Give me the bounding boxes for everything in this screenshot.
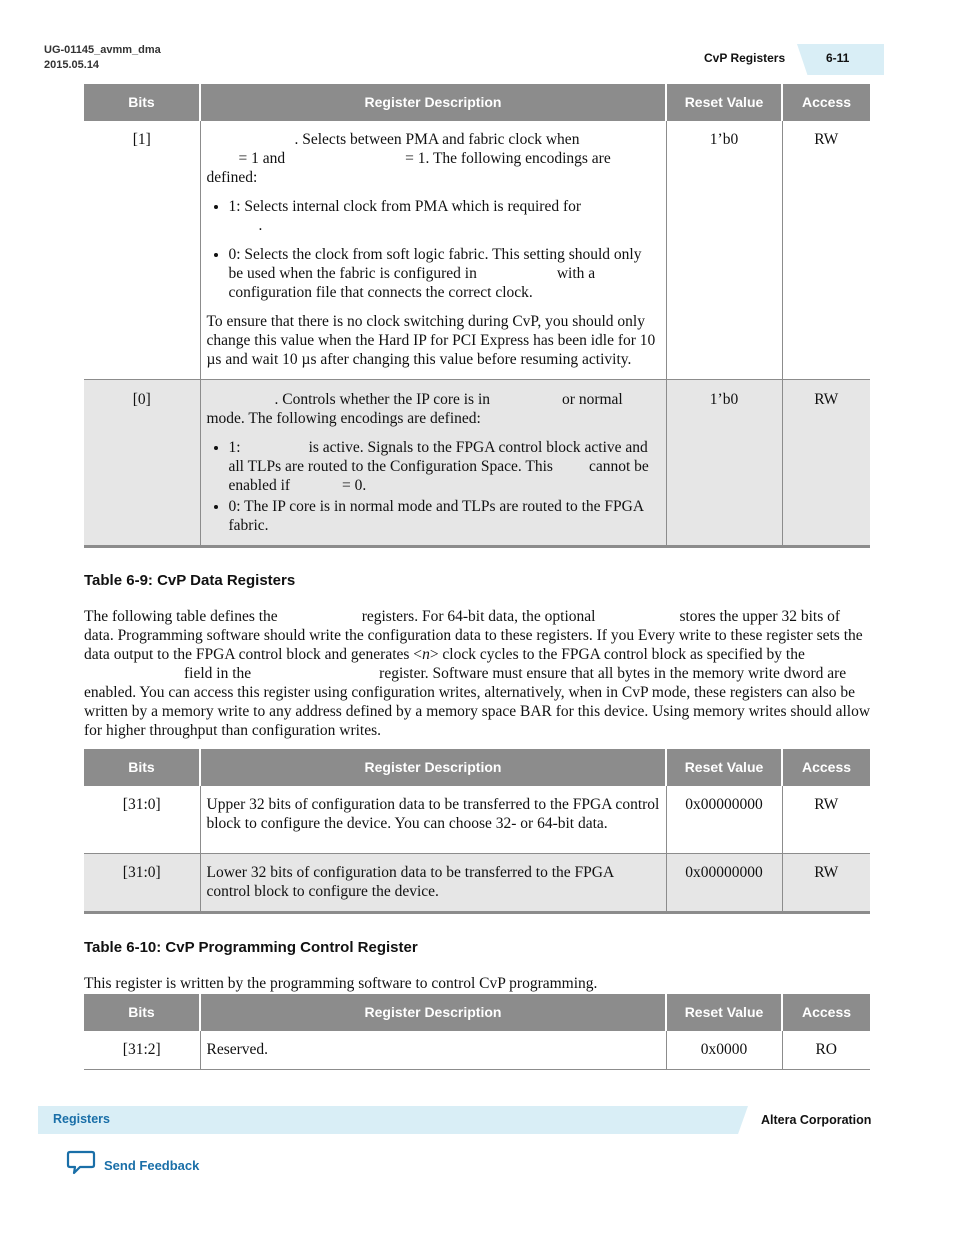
description-cell: Reserved. [200,1031,666,1070]
col-reset: Reset Value [666,994,782,1031]
table-caption: Table 6-9: CvP Data Registers [84,572,296,589]
send-feedback-label: Send Feedback [104,1158,200,1173]
doc-id [44,43,161,73]
desc-text: = 1 and [238,150,286,167]
col-bits: Bits [84,749,200,786]
bits-cell: [31:0] [84,854,200,913]
doc-date: 2015.05.14 [44,59,100,71]
bits-cell: [0] [84,380,200,547]
table-header-row [84,749,870,786]
table-row [84,854,870,913]
reset-cell: 0x0000 [666,1031,782,1070]
table-header-row [84,994,870,1031]
feedback-icon [66,1150,96,1181]
col-bits: Bits [84,994,200,1031]
reset-cell: 1’b0 [666,380,782,547]
table-intro: The following table defines the registers. For 64-bit data, the optional stores the upper 32 bits of data. Programming software should write the configuration data to these registers. If you Every write to these register sets the data output to the FPGA control block and generates <n> clock cycles to the FPGA control block as specified by thefield in the register. Software must ensure that all bytes in the memory write dword are enabled. You can access this register using configuration writes, alternatively, when in CvP mode, these registers can also be written by a memory write to any address defined by a memory space BAR for this device. Using memory writes should allow for higher throughput than configuration writes. [84,608,871,739]
col-access: Access [782,749,870,786]
footer-section-link[interactable]: Registers [53,1112,110,1126]
list-item: • 0: The IP core is in normal mode and TLPs are routed to the FPGA fabric. [229,497,660,535]
col-description: Register Description [200,84,666,121]
register-table-continued [84,84,870,548]
reset-cell: 1’b0 [666,121,782,380]
desc-text: = 1. The following encodings are defined: [206,150,611,186]
description-cell: Upper 32 bits of configuration data to be transferred to the FPGA control block to configure the device. You can choose 32- or 64-bit data. [200,786,666,854]
send-feedback-link[interactable] [66,1150,199,1181]
description-cell [200,121,666,380]
reset-cell: 0x00000000 [666,854,782,913]
col-access: Access [782,994,870,1031]
table-header-row [84,84,870,121]
doc-id-text: UG-01145_avmm_dma [44,44,161,56]
cvp-programming-control-table [84,994,870,1070]
col-description: Register Description [200,749,666,786]
table-row [84,1031,870,1070]
access-cell: RO [782,1031,870,1070]
access-cell: RW [782,121,870,380]
col-bits: Bits [84,84,200,121]
bits-cell: [31:0] [84,786,200,854]
table-row [84,380,870,547]
list-item: • 0: Selects the clock from soft logic fabric. This setting should only be used when the fabric is configured in with a configuration file that connects the correct clock. [229,245,660,302]
reset-cell: 0x00000000 [666,786,782,854]
description-cell: . Controls whether the IP core is in or normal mode. The following encodings are defined: • 1: is active. Signals to the FPGA control block active and all TLPs are routed to the Configuration Space. This cannot be enabled if = 0. • 0: The IP core is in normal mode and TLPs are routed to the FPGA fabric. [200,380,666,547]
access-cell: RW [782,854,870,913]
access-cell: RW [782,786,870,854]
table-intro: This register is written by the programming software to control CvP programming. [84,975,598,992]
cvp-data-register-table [84,749,870,914]
desc-text: . Selects between PMA and fabric clock when [294,131,580,148]
list-item: • 1: is active. Signals to the FPGA control block active and all TLPs are routed to the Configuration Space. This cannot be enabled if = 0. [229,438,660,495]
footer-company: Altera Corporation [761,1113,872,1127]
col-access: Access [782,84,870,121]
access-cell: RW [782,380,870,547]
table-row [84,121,870,380]
col-description: Register Description [200,994,666,1031]
page-number: 6-11 [826,51,850,65]
header-section-title: CvP Registers [704,51,786,65]
footer-band [38,1106,748,1134]
description-cell: Lower 32 bits of configuration data to be transferred to the FPGA control block to configure the device. [200,854,666,913]
table-caption: Table 6-10: CvP Programming Control Register [84,939,418,956]
col-reset: Reset Value [666,749,782,786]
list-item: • 1: Selects internal clock from PMA which is required for . [229,197,660,235]
bits-cell: [1] [84,121,200,380]
col-reset: Reset Value [666,84,782,121]
bits-cell: [31:2] [84,1031,200,1070]
desc-text: To ensure that there is no clock switching during CvP, you should only change this value when the Hard IP for PCI Express has been idle for 10 µs and wait 10 µs after changing this value before resuming activity. [206,313,656,368]
table-row [84,786,870,854]
